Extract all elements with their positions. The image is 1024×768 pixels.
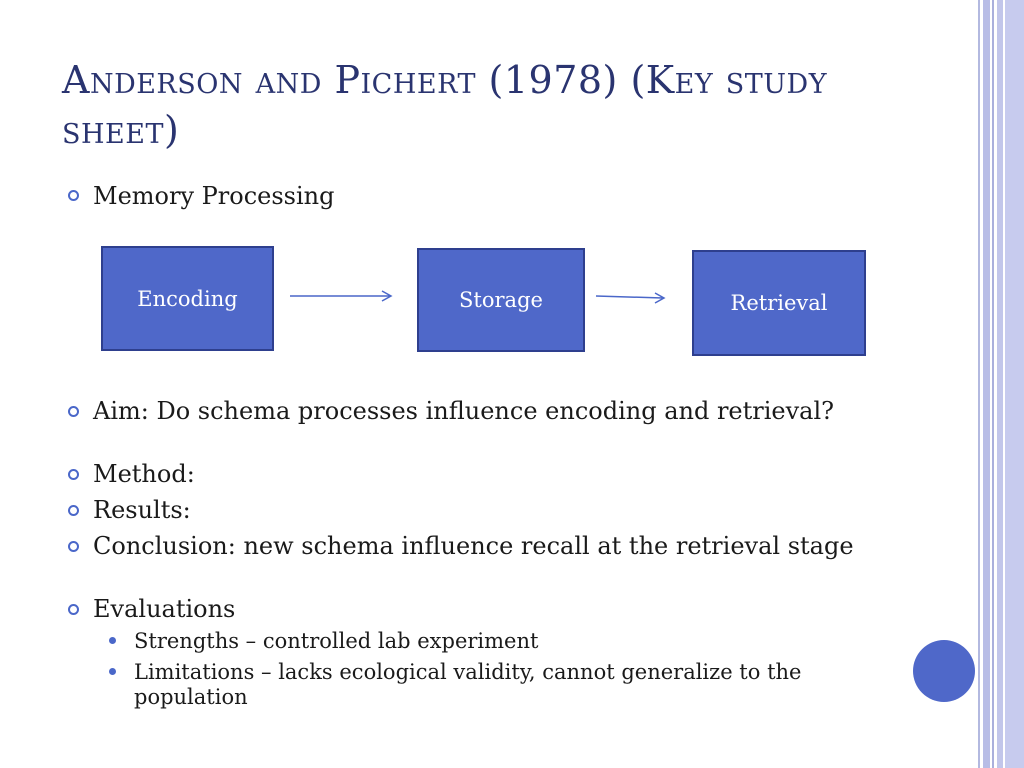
slide-title: Anderson and Pichert (1978) (Key study sheet) xyxy=(62,58,828,152)
bullet-evaluations: Evaluations xyxy=(93,595,236,623)
arrow-right-icon xyxy=(288,288,396,304)
bullet-memory-processing: Memory Processing xyxy=(93,182,335,210)
sub-bullet-marker xyxy=(109,668,116,675)
decor-stripe xyxy=(992,0,994,768)
bullet-method: Method: xyxy=(93,460,195,488)
decor-stripe xyxy=(997,0,1003,768)
sub-bullet-limitations: Limitations – lacks ecological validity, cannot generalize to the population xyxy=(134,660,802,709)
retrieval-box xyxy=(692,250,866,356)
arrow-right-icon xyxy=(594,289,669,305)
decor-stripe xyxy=(983,0,990,768)
sub-bullet-strengths: Strengths – controlled lab experiment xyxy=(134,629,539,653)
decor-stripe xyxy=(1005,0,1024,768)
bullet-conclusion: Conclusion: new schema influence recall at the retrieval stage xyxy=(93,532,854,560)
encoding-label: Encoding xyxy=(137,286,238,311)
decor-stripe xyxy=(978,0,980,768)
retrieval-label: Retrieval xyxy=(730,291,828,315)
sub-bullet-marker xyxy=(109,637,116,644)
storage-box xyxy=(417,248,585,352)
encoding-box xyxy=(101,246,274,351)
storage-label: Storage xyxy=(459,288,543,312)
decor-circle xyxy=(913,640,975,702)
bullet-aim: Aim: Do schema processes influence encoding and retrieval? xyxy=(93,397,835,425)
bullet-results: Results: xyxy=(93,496,191,524)
